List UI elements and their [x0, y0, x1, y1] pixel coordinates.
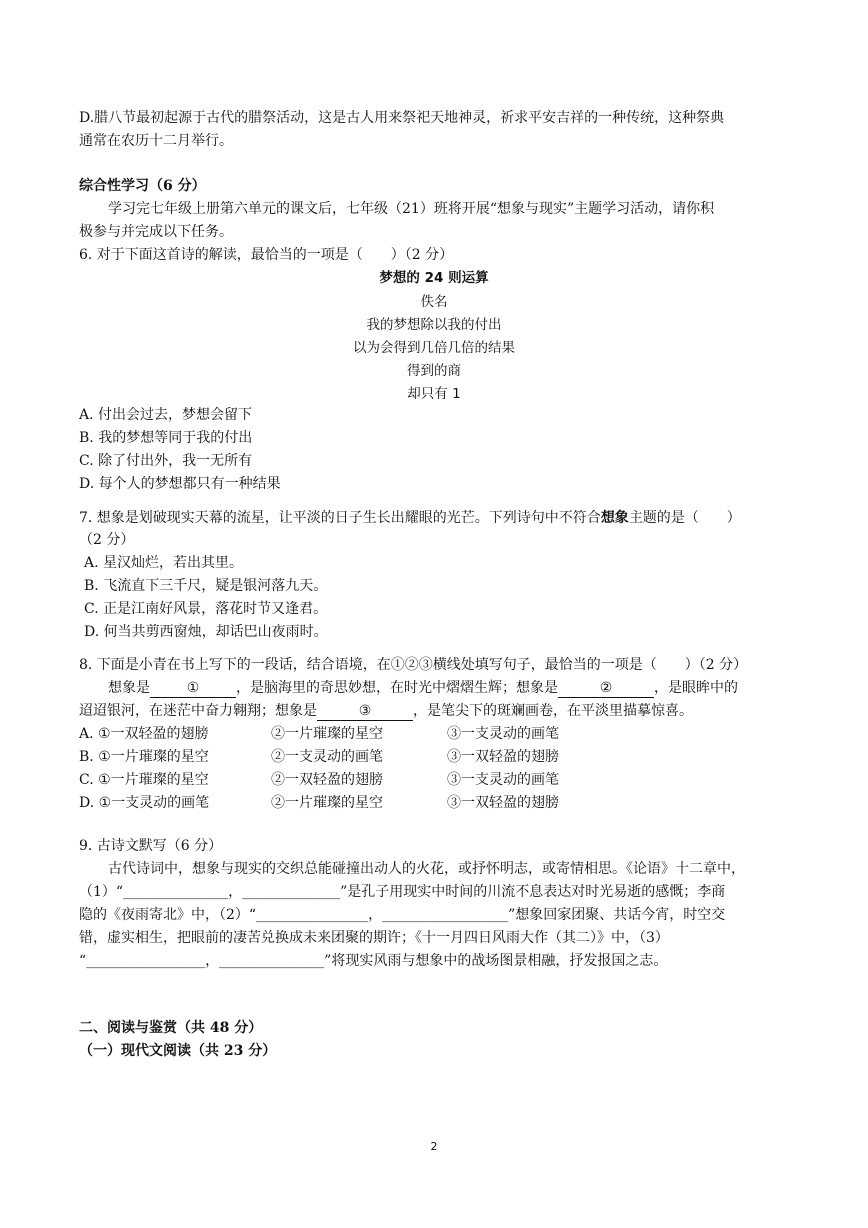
poem-line: 我的梦想除以我的付出: [366, 317, 502, 333]
poem-title: 梦想的 24 则运算: [379, 270, 489, 286]
q8-option-a-2: ②一片璀璨的星空: [271, 726, 383, 742]
q9-line-1: 古代诗词中，想象与现实的交织总能碰撞出动人的火花，或抒怀明志，或寄情相思。《论语》十二章中，: [108, 861, 745, 877]
intro-line-2: 极参与并完成以下任务。: [79, 224, 233, 240]
q8-option-c-1: C. ①一片璀璨的星空: [79, 772, 209, 788]
q9-line-3: 隐的《夜雨寄北》中，（2）“________________，__________________”想象回家团聚、共话今宵，时空交: [79, 907, 726, 923]
q8-text: ，是眼眸中的: [654, 680, 738, 696]
q8-option-a-3: ③一支灵动的画笔: [447, 726, 559, 742]
q8-blank-1: ①: [150, 680, 236, 698]
q9-line-4: 错，虚实相生，把眼前的凄苦兑换成未来团聚的期许；《十一月四日风雨大作（其二）》中，（3）: [79, 930, 669, 946]
q8-text: 迢迢银河，在迷茫中奋力翱翔；想象是: [79, 703, 317, 719]
q8-text: ，是脑海里的奇思妙想，在时光中熠熠生辉；想象是: [236, 680, 558, 696]
part2-subtitle: （一）现代文阅读（共 23 分）: [79, 1043, 277, 1059]
q7-stem-bold: 想象: [600, 510, 629, 526]
intro-line-1: 学习完七年级上册第六单元的课文后，七年级（21）班将开展“想象与现实”主题学习活动，请你积: [108, 201, 715, 217]
q8-blank-3: ③: [317, 703, 413, 721]
q8-option-b-3: ③一双轻盈的翅膀: [447, 749, 559, 765]
q7-stem: [79, 508, 741, 528]
q6-option-d: D. 每个人的梦想都只有一种结果: [79, 476, 281, 492]
q8-option-d-1: D. ①一支灵动的画笔: [79, 795, 210, 811]
q8-option-a-1: A. ①一双轻盈的翅膀: [79, 726, 209, 742]
page-number: 2: [430, 1140, 438, 1153]
poem-line: 得到的商: [407, 363, 461, 379]
q8-passage-line-1: [108, 678, 738, 698]
q7-stem-a: 7. 想象是划破现实天幕的流星，让平淡的日子生长出耀眼的光芒。下列诗句中不符合: [79, 510, 601, 526]
q8-option-b-2: ②一支灵动的画笔: [271, 749, 383, 765]
q6-option-a: A. 付出会过去，梦想会留下: [79, 407, 253, 423]
poem-line: 以为会得到几倍几倍的结果: [353, 340, 515, 356]
q8-text: 想象是: [108, 680, 150, 696]
q7-option-b: B. 飞流直下三千尺，疑是银河落九天。: [84, 578, 328, 594]
q8-option-c-2: ②一双轻盈的翅膀: [271, 772, 383, 788]
q8-blank-2: ②: [558, 680, 654, 698]
q9-line-2: （1）“_______________，______________”是孔子用现实中时间的川流不息表达对时光易逝的感慨；李商: [79, 884, 726, 900]
q9-stem: 9. 古诗文默写（6 分）: [79, 838, 223, 854]
q8-stem: 8. 下面是小青在书上写下的一段话，结合语境，在①②③横线处填写句子，最恰当的一项是（ ）（2 分）: [79, 657, 748, 673]
q7-option-a: A. 星汉灿烂，若出其里。: [84, 555, 244, 571]
poem-author: 佚名: [420, 294, 448, 310]
q8-option-b-1: B. ①一片璀璨的星空: [79, 749, 209, 765]
q6-option-c: C. 除了付出外，我一无所有: [79, 453, 253, 469]
section-title: 综合性学习（6 分）: [79, 178, 206, 194]
q8-option-d-2: ②一片璀璨的星空: [271, 795, 383, 811]
option-d-line-2: 通常在农历十二月举行。: [79, 133, 233, 149]
part2-title: 二、阅读与鉴赏（共 48 分）: [79, 1020, 263, 1036]
q9-line-5: “_________________，_______________”将现实风雨与想象中的战场图景相融，抒发报国之志。: [79, 953, 668, 969]
q6-option-b: B. 我的梦想等同于我的付出: [79, 430, 253, 446]
option-d-line-1: D.腊八节最初起源于古代的腊祭活动，这是古人用来祭祀天地神灵，祈求平安吉祥的一种传统，这种祭典: [79, 110, 725, 126]
q6-stem: 6. 对于下面这首诗的解读，最恰当的一项是（ ）（2 分）: [79, 247, 454, 263]
q7-option-d: D. 何当共剪西窗烛，却话巴山夜雨时。: [84, 624, 328, 640]
q8-option-d-3: ③一双轻盈的翅膀: [447, 795, 559, 811]
q8-option-c-3: ③一支灵动的画笔: [447, 772, 559, 788]
q7-option-c: C. 正是江南好风景，落花时节又逢君。: [84, 601, 328, 617]
q7-score: （2 分）: [79, 532, 135, 548]
q8-text: ，是笔尖下的斑斓画卷，在平淡里描摹惊喜。: [413, 703, 693, 719]
poem-line: 却只有 1: [407, 386, 461, 402]
q7-stem-b: 主题的是（ ）: [628, 510, 741, 526]
q8-passage-line-2: [79, 701, 693, 721]
